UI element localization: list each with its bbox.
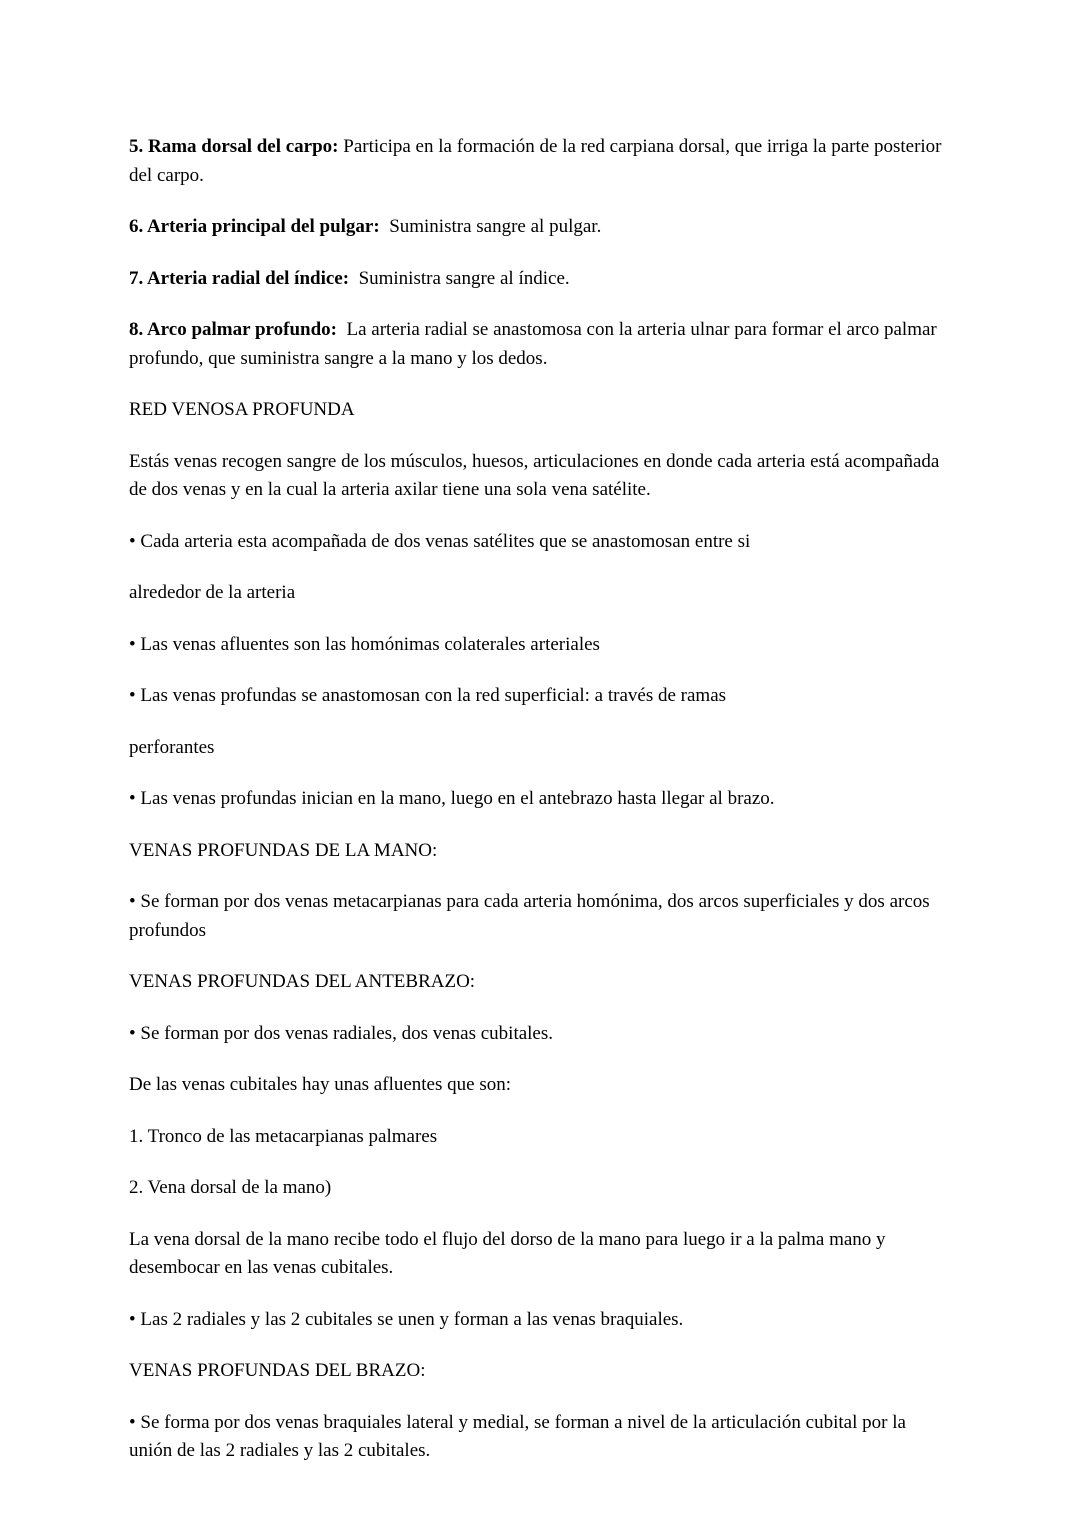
- section-heading-text: VENAS PROFUNDAS DEL BRAZO:: [129, 1360, 426, 1381]
- paragraph-text: Suministra sangre al pulgar.: [379, 216, 602, 237]
- paragraph: [129, 579, 952, 608]
- paragraph-bold-label: 8. Arco palmar profundo:: [129, 319, 337, 340]
- paragraph-bold-label: 5. Rama dorsal del carpo:: [129, 136, 339, 157]
- paragraph-text: De las venas cubitales hay unas afluentes que son:: [129, 1074, 511, 1095]
- paragraph-text: Estás venas recogen sangre de los músculos, huesos, articulaciones en donde cada arteria está acompañada de dos venas y en la cual la arteria axilar tiene una sola vena satélite.: [129, 450, 945, 500]
- paragraph: [129, 265, 952, 294]
- bullet-item-text: • Las 2 radiales y las 2 cubitales se unen y forman a las venas braquiales.: [129, 1308, 684, 1330]
- numbered-item-text: 2. Vena dorsal de la mano): [129, 1177, 332, 1198]
- paragraph: [129, 734, 952, 763]
- paragraph: [129, 316, 952, 373]
- paragraph: [129, 1071, 952, 1100]
- section-heading: [129, 837, 952, 866]
- bullet-item-text: • Las venas profundas se anastomosan con la red superficial: a través de ramas: [129, 685, 727, 706]
- bullet-item: [129, 528, 952, 557]
- bullet-item-text: • Cada arteria esta acompañada de dos venas satélites que se anastomosan entre si: [129, 530, 751, 552]
- bullet-item: [129, 682, 952, 711]
- numbered-item-text: 1. Tronco de las metacarpianas palmares: [129, 1125, 438, 1147]
- paragraph-bold-label: 6. Arteria principal del pulgar:: [129, 216, 380, 237]
- bullet-item-text: • Se forman por dos venas metacarpianas para cada arteria homónima, dos arcos superficiales y dos arcos profundos: [129, 891, 935, 941]
- bullet-item: [129, 1306, 952, 1335]
- paragraph: [129, 133, 952, 190]
- bullet-item: [129, 1409, 952, 1466]
- bullet-item-text: • Se forman por dos venas radiales, dos venas cubitales.: [129, 1022, 554, 1044]
- section-heading: [129, 396, 952, 425]
- section-heading-text: VENAS PROFUNDAS DEL ANTEBRAZO:: [129, 971, 476, 992]
- section-heading: [129, 1357, 952, 1386]
- paragraph: [129, 1226, 952, 1283]
- bullet-item: [129, 631, 952, 660]
- bullet-item: [129, 888, 952, 945]
- bullet-item-text: • Se forma por dos venas braquiales lateral y medial, se forman a nivel de la articulación cubital por la unión de las 2 radiales y las 2 cubitales.: [129, 1411, 911, 1461]
- bullet-item-text: • Las venas afluentes son las homónimas colaterales arteriales: [129, 633, 600, 655]
- paragraph: [129, 213, 952, 242]
- paragraph-text: Suministra sangre al índice.: [349, 267, 570, 289]
- paragraph-text: La vena dorsal de la mano recibe todo el flujo del dorso de la mano para luego ir a la palma mano y desembocar en las venas cubitales.: [129, 1228, 891, 1278]
- section-heading-text: VENAS PROFUNDAS DE LA MANO:: [129, 839, 438, 861]
- section-heading: [129, 968, 952, 997]
- paragraph-text: La arteria radial se anastomosa con la arteria ulnar para formar el arco palmar profundo, que suministra sangre a la mano y los dedos.: [129, 319, 942, 369]
- paragraph-text: Participa en la formación de la red carpiana dorsal, que irriga la parte posterior del carpo.: [129, 136, 947, 186]
- bullet-item: [129, 785, 952, 814]
- paragraph-text: perforantes: [129, 736, 215, 758]
- bullet-item-text: • Las venas profundas inician en la mano, luego en el antebrazo hasta llegar al brazo.: [129, 788, 775, 809]
- numbered-item: [129, 1123, 952, 1152]
- bullet-item: [129, 1020, 952, 1049]
- paragraph-bold-label: 7. Arteria radial del índice:: [129, 267, 350, 289]
- paragraph: [129, 448, 952, 505]
- paragraph-text: alrededor de la arteria: [129, 582, 296, 603]
- numbered-item: [129, 1174, 952, 1203]
- section-heading-text: RED VENOSA PROFUNDA: [129, 399, 355, 420]
